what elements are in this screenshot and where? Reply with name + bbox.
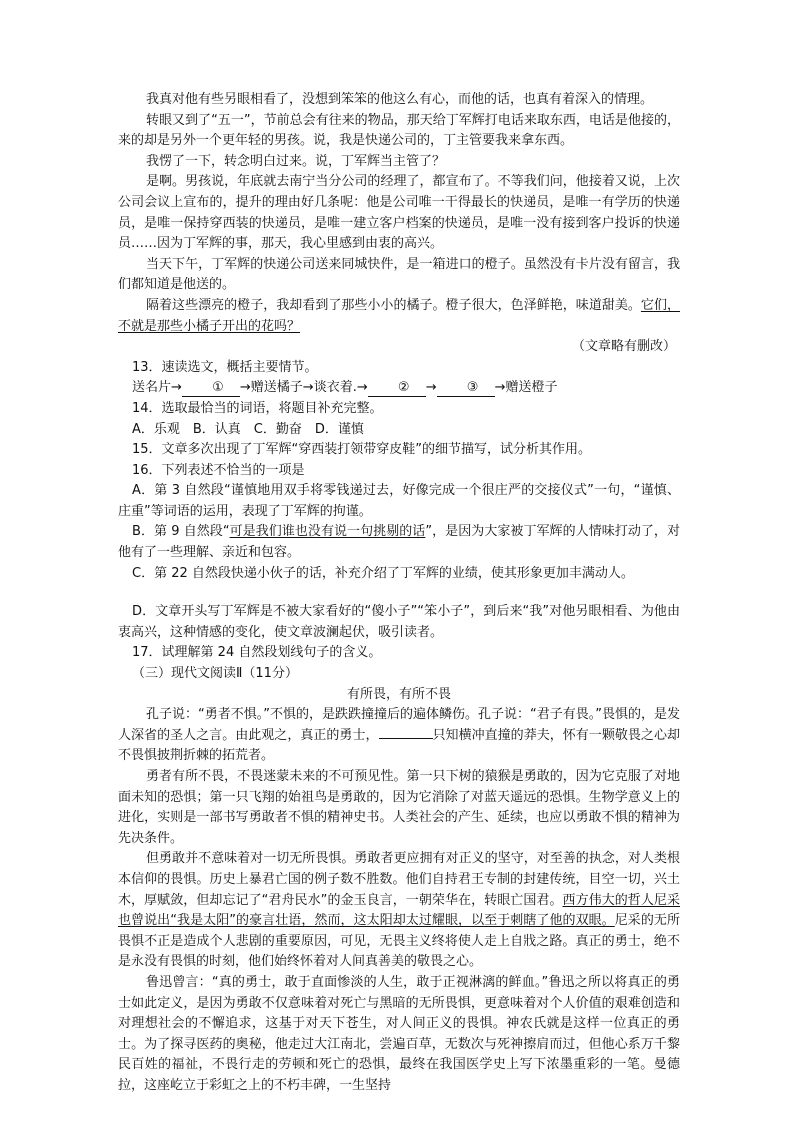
story-paragraph: 当天下午，丁军辉的快递公司送来同城快件，是一箱进口的橙子。虽然没有卡片没有留言，我们都知道是他送的。 [118,256,680,293]
story-last-paragraph [118,296,680,337]
document-page [118,90,680,1097]
last-para-text: 隔着这些漂亮的橙子，我却看到了那些小小的橘子。橙子很大，色泽鲜艳，味道甜美。 [146,297,641,313]
question-14-options: A．乐观 B．认真 C．勤奋 D．谨慎 [132,421,364,437]
question-13: 13．速读选文，概括主要情节。 [132,359,318,375]
question-17: 17．试理解第 24 自然段划线句子的含义。 [132,645,382,661]
essay-paragraph: 勇者有所不畏，不畏迷蒙未来的不可预见性。第一只下树的猿猴是勇敢的，因为它克服了对地面未知的恐惧；第一只飞翔的始祖鸟是勇敢的，因为它消除了对蓝天遥远的恐惧。生物学意义上的进化，实则是一部书写勇敢者不惧的精神史书。人类社会的产生、延续，也应以勇敢不惧的精神为先决条件。 [118,769,680,846]
underlined-sentence: 它们，不就是那些小橘子开出的花吗？ [118,297,680,334]
option-a: A．第 3 自然段“谨慎地用双手将零钱递过去，好像完成一个很庄严的交接仪式”一句，“谨慎、庄重”等词语的运用，表现了丁军辉的拘谨。 [118,483,680,519]
option-b-post: ”，是因为大家被丁军辉的人情味打动了，对他有了一些理解、亲近和包容。 [118,524,680,561]
option-c: C．第 22 自然段快递小伙子的话，补充介绍了丁军辉的业绩，使其形象更加丰满动人。 [132,565,634,581]
option-b [118,522,680,563]
question-14: 14．选取最恰当的词语，将题目补充完整。 [132,400,383,416]
flow-end: →赠送橙子 [494,380,558,396]
story-paragraph: 我愣了一下，转念明白过来。说，丁军辉当主管了？ [146,153,446,169]
option-d: D．文章开头写丁军辉是不被大家看好的“傻小子”“笨小子”，到后来“我”对他另眼相看、为他由衷高兴，这种情感的变化，使文章波澜起伏，吸引读者。 [118,604,680,640]
essay-p1-pre: 孔子说：“勇者不惧。”不惧的，是跌跌撞撞后的遍体鳞伤。孔子说：“君子有畏。”畏惧的，是发人深省的圣人之言。由此观之，真正的勇士， [118,707,680,743]
essay-title: 有所畏，有所不畏 [346,686,451,702]
fill-blank[interactable] [379,726,433,739]
story-paragraph: 转眼又到了“五一”，节前总会有往来的物品，那天给丁军辉打电话来取东西，电话是他接的，来的却是另外一个更年轻的男孩。说，我是快递公司的，丁主管要我来拿东西。 [118,112,680,149]
option-b-underlined: 可是我们谁也没有说一句挑剔的话 [229,524,426,540]
plot-flow [118,378,680,399]
flow-middle-1: →赠送橘子→谈衣着.→ [239,380,368,396]
answer-blank-2[interactable]: ② [368,380,426,397]
question-15: 15．文章多次出现了丁军辉“穿西装打领带穿皮鞋”的细节描写，试分析其作用。 [132,442,592,458]
essay-paragraph: 鲁迅曾言：“真的勇士，敢于直面惨淡的人生，敢于正视淋漓的鲜血。”鲁迅之所以将真正的勇士如此定义，是因为勇敢不仅意味着对死亡与黑暗的无所畏惧，更意味着对个人价值的艰难创造和对理想社会的不懈追求，这基于对天下苍生，对人间正义的畏惧。神农氏就是这样一位真正的勇士。为了探寻医药的奥秘，他走过大江南北，尝遍百草，无数次与死神擦肩而过，但他心系万千黎民百姓的福祉，不畏行走的劳顿和死亡的恐惧，最终在我国医学史上写下浓墨重彩的一笔。曼德拉，这座屹立于彩虹之上的不朽丰碑，一生坚持 [118,974,680,1093]
story-paragraph: 我真对他有些另眼相看了，没想到笨笨的他这么有心，而他的话，也真有着深入的情理。 [146,92,654,107]
answer-blank-1[interactable]: ① [182,380,240,397]
essay-p3-post: 尼采的无所畏惧不正是造成个人悲剧的重要原因，可见，无畏主义终将使人走上自戕之路。真正的勇士，绝不是永没有畏惧的时刻，他们始终怀着对人间真善美的敬畏之心。 [118,913,680,970]
flow-middle-2: → [425,380,437,396]
question-16: 16．下列表述不恰当的一项是 [132,462,305,478]
option-b-pre: B．第 9 自然段“ [132,524,230,540]
answer-blank-3[interactable]: ③ [437,380,495,397]
flow-start: 送名片→ [132,380,182,396]
editor-note: （文章略有删改） [571,339,676,355]
essay-p3-pre: 但勇敢并不意味着对一切无所畏惧。勇敢者更应拥有对正义的坚守，对至善的执念，对人类根本信仰的畏惧。历史上暴君亡国的例子数不胜数。他们自持君王专制的封建传统，目空一切，兴土木，厚赋敛，但却忘记了“君舟民水”的金玉良言，一朝荣华在，转眼亡国君。 [118,851,680,908]
essay-p1-post: 只知横冲直撞的莽夫，怀有一颗敬畏之心却不畏惧披荆折棘的拓荒者。 [118,727,680,764]
essay-underlined-sentence: 西方伟大的哲人尼采也曾说出“我是太阳”的豪言壮语，然而，这太阳却太过耀眼，以至于刺瞎了他的双眼。 [118,892,680,929]
spacer [118,584,680,602]
essay-paragraph [118,849,680,973]
essay-paragraph [118,705,680,767]
section-heading: （三）现代文阅读Ⅱ（11分） [132,666,298,682]
story-paragraph: 是啊。男孩说，年底就去南宁当分公司的经理了，都宣布了。不等我们问，他接着又说，上次公司会议上宣布的，提升的理由好几条呢：他是公司唯一干得最长的快递员，是唯一有学历的快递员，是唯一保持穿西装的快递员，是唯一建立客户档案的快递员，是唯一没有接到客户投诉的快递员……因为丁军辉的事，那天，我心里感到由衷的高兴。 [118,174,680,252]
